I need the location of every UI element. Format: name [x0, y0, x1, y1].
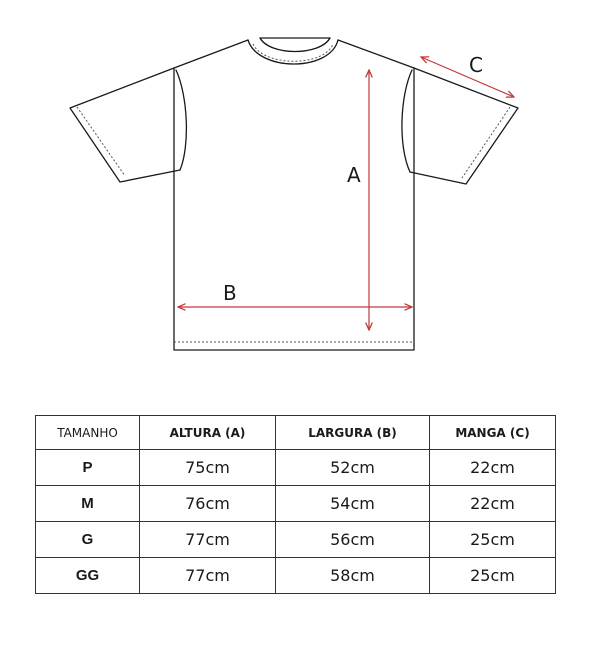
collar-inner	[260, 38, 330, 52]
manga-cell: 22cm	[430, 450, 556, 486]
size-cell: M	[36, 486, 140, 522]
altura-cell: 77cm	[140, 522, 276, 558]
stitching	[77, 44, 510, 342]
table-header-row	[36, 416, 556, 450]
measure-a-label: A	[347, 163, 361, 187]
header-largura: LARGURA (B)	[276, 416, 430, 450]
table-row	[36, 522, 556, 558]
size-cell: G	[36, 522, 140, 558]
tshirt-outline	[70, 38, 518, 350]
right-armhole	[402, 70, 412, 172]
header-manga: MANGA (C)	[430, 416, 556, 450]
size-table	[35, 415, 556, 594]
largura-cell: 58cm	[276, 558, 430, 594]
size-cell: GG	[36, 558, 140, 594]
manga-cell: 25cm	[430, 522, 556, 558]
left-shoulder	[174, 40, 248, 68]
table-row	[36, 558, 556, 594]
measure-c-label: C	[469, 53, 483, 77]
header-tamanho: TAMANHO	[36, 416, 140, 450]
largura-cell: 54cm	[276, 486, 430, 522]
manga-cell: 25cm	[430, 558, 556, 594]
altura-cell: 76cm	[140, 486, 276, 522]
tshirt-body	[174, 68, 414, 350]
table-row	[36, 450, 556, 486]
right-shoulder	[338, 40, 414, 68]
largura-cell: 52cm	[276, 450, 430, 486]
measure-c-line	[421, 57, 514, 97]
header-altura: ALTURA (A)	[140, 416, 276, 450]
manga-cell: 22cm	[430, 486, 556, 522]
size-cell: P	[36, 450, 140, 486]
altura-cell: 77cm	[140, 558, 276, 594]
right-sleeve	[410, 68, 518, 184]
table-row	[36, 486, 556, 522]
left-sleeve	[70, 68, 180, 182]
measure-b-label: B	[223, 281, 237, 305]
altura-cell: 75cm	[140, 450, 276, 486]
largura-cell: 56cm	[276, 522, 430, 558]
left-armhole	[176, 70, 186, 170]
